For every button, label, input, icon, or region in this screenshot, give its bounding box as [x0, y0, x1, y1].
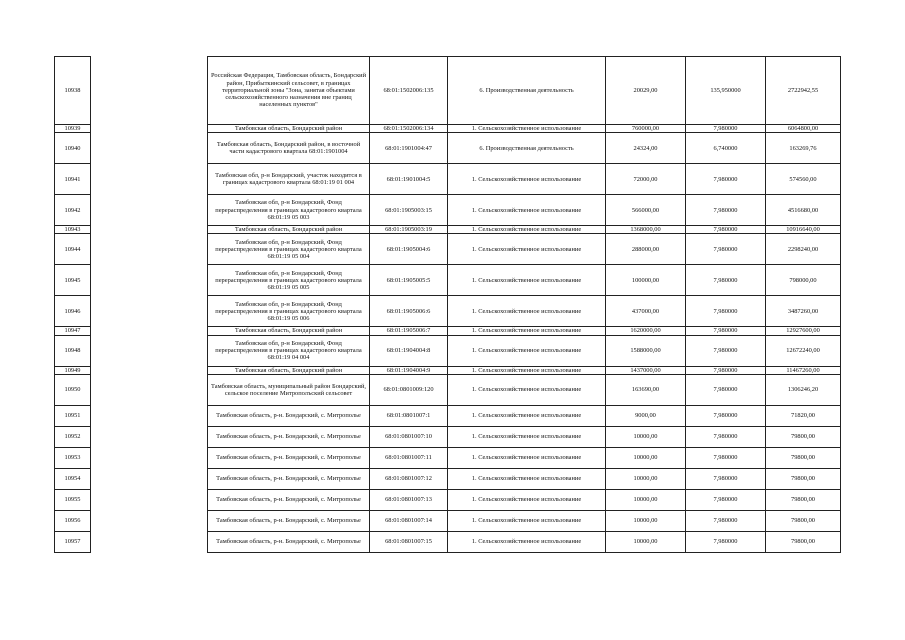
cadastral-number-cell: 68:01:1904004:8: [370, 335, 448, 366]
row-number-cell: 10947: [55, 327, 91, 335]
cadastral-value-cell: 79800,00: [766, 447, 841, 468]
cadastral-value-cell: 79800,00: [766, 468, 841, 489]
area-cell: 437000,00: [606, 296, 686, 327]
land-use-cell: 1. Сельскохозяйственное использование: [448, 335, 606, 366]
row-number-cell: 10953: [55, 447, 91, 468]
specific-value-cell: 7,980000: [686, 366, 766, 374]
table-row: [55, 133, 841, 164]
area-cell: 760000,00: [606, 125, 686, 133]
gap-cell: [91, 125, 208, 133]
cadastral-value-cell: 79800,00: [766, 531, 841, 552]
address-cell: Тамбовская обл, р-н Бондарский, Фонд перераспределения в границах кадастрового квартала 68:01:19 04 004: [208, 335, 370, 366]
cadastral-value-cell: 79800,00: [766, 510, 841, 531]
row-number-cell: 10952: [55, 426, 91, 447]
cadastral-value-cell: 79800,00: [766, 426, 841, 447]
cadastral-number-cell: 68:01:0801007:10: [370, 426, 448, 447]
table-row: [55, 468, 841, 489]
specific-value-cell: 7,980000: [686, 195, 766, 226]
cadastral-value-cell: 79800,00: [766, 489, 841, 510]
row-number-cell: 10955: [55, 489, 91, 510]
address-cell: Тамбовская обл, р-н Бондарский, Фонд перераспределения в границах кадастрового квартала 68:01:19 05 003: [208, 195, 370, 226]
cadastral-value-cell: 71820,00: [766, 405, 841, 426]
address-cell: Тамбовская область, Бондарский район: [208, 327, 370, 335]
address-cell: Тамбовская область, р-н. Бондарский, с. Митрополье: [208, 510, 370, 531]
row-number-cell: 10950: [55, 374, 91, 405]
address-cell: Тамбовская область, Бондарский район: [208, 125, 370, 133]
gap-cell: [91, 226, 208, 234]
area-cell: 566000,00: [606, 195, 686, 226]
address-cell: Тамбовская обл, р-н Бондарский, Фонд перераспределения в границах кадастрового квартала 68:01:19 05 004: [208, 234, 370, 265]
address-cell: Тамбовская область, р-н. Бондарский, с. Митрополье: [208, 426, 370, 447]
gap-cell: [91, 265, 208, 296]
row-number-cell: 10945: [55, 265, 91, 296]
table-row: [55, 510, 841, 531]
cadastral-number-cell: 68:01:0801009:120: [370, 374, 448, 405]
specific-value-cell: 6,740000: [686, 133, 766, 164]
gap-cell: [91, 405, 208, 426]
area-cell: 72000,00: [606, 164, 686, 195]
specific-value-cell: 7,980000: [686, 468, 766, 489]
area-cell: 10000,00: [606, 468, 686, 489]
table-row: [55, 447, 841, 468]
cadastral-value-table: [54, 56, 841, 553]
gap-cell: [91, 327, 208, 335]
cadastral-number-cell: 68:01:1502006:135: [370, 57, 448, 125]
cadastral-value-cell: 6064800,00: [766, 125, 841, 133]
table-row: [55, 405, 841, 426]
land-use-cell: 1. Сельскохозяйственное использование: [448, 195, 606, 226]
gap-cell: [91, 374, 208, 405]
cadastral-number-cell: 68:01:0801007:14: [370, 510, 448, 531]
land-use-cell: 1. Сельскохозяйственное использование: [448, 510, 606, 531]
gap-cell: [91, 234, 208, 265]
cadastral-value-cell: 574560,00: [766, 164, 841, 195]
row-number-cell: 10938: [55, 57, 91, 125]
cadastral-number-cell: 68:01:0801007:15: [370, 531, 448, 552]
cadastral-number-cell: 68:01:1901004:5: [370, 164, 448, 195]
row-number-cell: 10949: [55, 366, 91, 374]
land-use-cell: 1. Сельскохозяйственное использование: [448, 234, 606, 265]
land-use-cell: 1. Сельскохозяйственное использование: [448, 374, 606, 405]
cadastral-value-cell: 3487260,00: [766, 296, 841, 327]
row-number-cell: 10946: [55, 296, 91, 327]
specific-value-cell: 7,980000: [686, 234, 766, 265]
specific-value-cell: 7,980000: [686, 125, 766, 133]
land-use-cell: 1. Сельскохозяйственное использование: [448, 125, 606, 133]
area-cell: 10000,00: [606, 510, 686, 531]
row-number-cell: 10956: [55, 510, 91, 531]
specific-value-cell: 7,980000: [686, 265, 766, 296]
cadastral-value-cell: 2722942,55: [766, 57, 841, 125]
area-cell: 10000,00: [606, 489, 686, 510]
cadastral-number-cell: 68:01:1905006:7: [370, 327, 448, 335]
table-row: [55, 57, 841, 125]
specific-value-cell: 7,980000: [686, 405, 766, 426]
specific-value-cell: 7,980000: [686, 531, 766, 552]
table-row: [55, 366, 841, 374]
area-cell: 10000,00: [606, 447, 686, 468]
address-cell: Тамбовская область, Бондарский район: [208, 366, 370, 374]
gap-cell: [91, 468, 208, 489]
table-body: [55, 57, 841, 553]
area-cell: 288000,00: [606, 234, 686, 265]
address-cell: Тамбовская область, р-н. Бондарский, с. Митрополье: [208, 489, 370, 510]
cadastral-number-cell: 68:01:0801007:1: [370, 405, 448, 426]
land-use-cell: 6. Производственная деятельность: [448, 133, 606, 164]
row-number-cell: 10951: [55, 405, 91, 426]
area-cell: 24324,00: [606, 133, 686, 164]
cadastral-number-cell: 68:01:0801007:12: [370, 468, 448, 489]
cadastral-number-cell: 68:01:1904004:9: [370, 366, 448, 374]
specific-value-cell: 7,980000: [686, 226, 766, 234]
land-use-cell: 1. Сельскохозяйственное использование: [448, 531, 606, 552]
row-number-cell: 10948: [55, 335, 91, 366]
table-row: [55, 226, 841, 234]
cadastral-number-cell: 68:01:0801007:11: [370, 447, 448, 468]
table-row: [55, 234, 841, 265]
gap-cell: [91, 510, 208, 531]
specific-value-cell: 135,950000: [686, 57, 766, 125]
specific-value-cell: 7,980000: [686, 374, 766, 405]
specific-value-cell: 7,980000: [686, 335, 766, 366]
area-cell: 163690,00: [606, 374, 686, 405]
address-cell: Тамбовская область, р-н. Бондарский, с. Митрополье: [208, 531, 370, 552]
address-cell: Тамбовская обл, р-н Бондарский, участок находится в границах кадастрового квартала 68:01:19 01 004: [208, 164, 370, 195]
table-row: [55, 164, 841, 195]
cadastral-number-cell: 68:01:0801007:13: [370, 489, 448, 510]
table-row: [55, 335, 841, 366]
table-row: [55, 327, 841, 335]
land-use-cell: 1. Сельскохозяйственное использование: [448, 366, 606, 374]
row-number-cell: 10957: [55, 531, 91, 552]
cadastral-value-cell: 12672240,00: [766, 335, 841, 366]
specific-value-cell: 7,980000: [686, 296, 766, 327]
cadastral-value-cell: 798000,00: [766, 265, 841, 296]
gap-cell: [91, 133, 208, 164]
gap-cell: [91, 335, 208, 366]
table-row: [55, 374, 841, 405]
row-number-cell: 10941: [55, 164, 91, 195]
table-row: [55, 531, 841, 552]
area-cell: 20029,00: [606, 57, 686, 125]
specific-value-cell: 7,980000: [686, 327, 766, 335]
address-cell: Тамбовская область, муниципальный район Бондарский, сельское поселение Митрополъский сельсовет: [208, 374, 370, 405]
gap-cell: [91, 447, 208, 468]
land-use-cell: 1. Сельскохозяйственное использование: [448, 447, 606, 468]
table-row: [55, 489, 841, 510]
gap-cell: [91, 426, 208, 447]
cadastral-number-cell: 68:01:1905004:6: [370, 234, 448, 265]
land-use-cell: 1. Сельскохозяйственное использование: [448, 265, 606, 296]
cadastral-number-cell: 68:01:1901004:47: [370, 133, 448, 164]
address-cell: Российская Федерация, Тамбовская область, Бондарский район, Прибыткинский сельсовет, в границах территориальной зоны "Зона, занятая объектами сельскохозяйственного назначения вне границ населенных пунктов": [208, 57, 370, 125]
area-cell: 10000,00: [606, 531, 686, 552]
land-use-cell: 1. Сельскохозяйственное использование: [448, 426, 606, 447]
specific-value-cell: 7,980000: [686, 447, 766, 468]
row-number-cell: 10939: [55, 125, 91, 133]
land-use-cell: 1. Сельскохозяйственное использование: [448, 468, 606, 489]
address-cell: Тамбовская область, р-н. Бондарский, с. Митрополье: [208, 468, 370, 489]
land-use-cell: 1. Сельскохозяйственное использование: [448, 405, 606, 426]
cadastral-number-cell: 68:01:1905006:6: [370, 296, 448, 327]
specific-value-cell: 7,980000: [686, 510, 766, 531]
row-number-cell: 10944: [55, 234, 91, 265]
cadastral-value-cell: 10916640,00: [766, 226, 841, 234]
area-cell: 1620000,00: [606, 327, 686, 335]
table-row: [55, 426, 841, 447]
address-cell: Тамбовская область, Бондарский район, в восточной части кадастрового квартала 68:01:1901004: [208, 133, 370, 164]
area-cell: 9000,00: [606, 405, 686, 426]
land-use-cell: 1. Сельскохозяйственное использование: [448, 327, 606, 335]
cadastral-value-cell: 12927600,00: [766, 327, 841, 335]
specific-value-cell: 7,980000: [686, 489, 766, 510]
address-cell: Тамбовская область, р-н. Бондарский, с. Митрополье: [208, 447, 370, 468]
table-row: [55, 296, 841, 327]
land-use-cell: 1. Сельскохозяйственное использование: [448, 296, 606, 327]
cadastral-value-cell: 11467260,00: [766, 366, 841, 374]
cadastral-number-cell: 68:01:1502006:134: [370, 125, 448, 133]
area-cell: 1588000,00: [606, 335, 686, 366]
specific-value-cell: 7,980000: [686, 164, 766, 195]
specific-value-cell: 7,980000: [686, 426, 766, 447]
gap-cell: [91, 489, 208, 510]
table-row: [55, 265, 841, 296]
row-number-cell: 10954: [55, 468, 91, 489]
row-number-cell: 10943: [55, 226, 91, 234]
address-cell: Тамбовская обл, р-н Бондарский, Фонд перераспределения в границах кадастрового квартала 68:01:19 05 005: [208, 265, 370, 296]
table-row: [55, 195, 841, 226]
cadastral-value-cell: 2298240,00: [766, 234, 841, 265]
address-cell: Тамбовская область, Бондарский район: [208, 226, 370, 234]
row-number-cell: 10942: [55, 195, 91, 226]
gap-cell: [91, 531, 208, 552]
cadastral-number-cell: 68:01:1905003:15: [370, 195, 448, 226]
land-use-cell: 6. Производственная деятельность: [448, 57, 606, 125]
gap-cell: [91, 366, 208, 374]
land-use-cell: 1. Сельскохозяйственное использование: [448, 164, 606, 195]
gap-cell: [91, 195, 208, 226]
gap-cell: [91, 296, 208, 327]
cadastral-number-cell: 68:01:1905003:19: [370, 226, 448, 234]
land-use-cell: 1. Сельскохозяйственное использование: [448, 489, 606, 510]
address-cell: Тамбовская область, р-н. Бондарский, с. Митрополье: [208, 405, 370, 426]
land-use-cell: 1. Сельскохозяйственное использование: [448, 226, 606, 234]
address-cell: Тамбовская обл, р-н Бондарский, Фонд перераспределения в границах кадастрового квартала 68:01:19 05 006: [208, 296, 370, 327]
cadastral-number-cell: 68:01:1905005:5: [370, 265, 448, 296]
area-cell: 1437000,00: [606, 366, 686, 374]
area-cell: 1368000,00: [606, 226, 686, 234]
cadastral-value-cell: 4516680,00: [766, 195, 841, 226]
cadastral-value-cell: 1306246,20: [766, 374, 841, 405]
cadastral-value-cell: 163269,76: [766, 133, 841, 164]
area-cell: 10000,00: [606, 426, 686, 447]
row-number-cell: 10940: [55, 133, 91, 164]
area-cell: 100000,00: [606, 265, 686, 296]
gap-cell: [91, 164, 208, 195]
table-row: [55, 125, 841, 133]
gap-cell: [91, 57, 208, 125]
